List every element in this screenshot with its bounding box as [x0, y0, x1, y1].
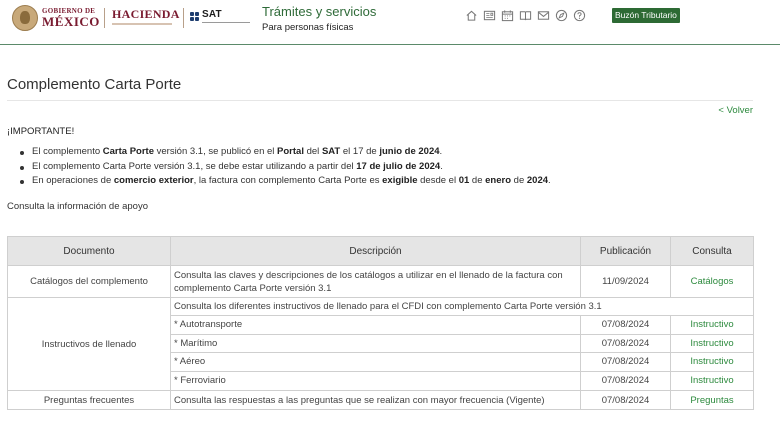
preguntas-link[interactable]: Preguntas [690, 394, 734, 406]
cell-descripcion: Consulta las respuestas a las preguntas que se realizan con mayor frecuencia (Vigente) [171, 391, 581, 409]
bullet-item: En operaciones de comercio exterior, la factura con complemento Carta Porte es exigible desde el 01 de enero de 2024. [20, 175, 551, 190]
instructivo-link[interactable]: Instructivo [690, 319, 734, 331]
logo-divider [104, 8, 105, 28]
cell-publicacion: 07/08/2024 [581, 391, 671, 409]
hacienda-logo[interactable] [112, 8, 180, 25]
table-row [171, 335, 754, 354]
sat-logo[interactable] [190, 10, 250, 23]
catalogos-link[interactable]: Catálogos [690, 276, 734, 287]
gob-logo-line1: GOBIERNO DE [42, 7, 96, 15]
national-emblem-icon [12, 5, 38, 31]
news-icon[interactable] [483, 9, 496, 22]
instructivo-date: 07/08/2024 [581, 335, 671, 353]
instructivo-link[interactable]: Instructivo [690, 375, 734, 387]
bullet-item: El complemento Carta Porte versión 3.1, se publicó en el Portal del SAT el 17 de junio de 2024. [20, 146, 551, 161]
table-row-catalogos [7, 266, 754, 298]
top-icon-bar [465, 9, 591, 22]
support-info-text: Consulta la información de apoyo [7, 201, 149, 212]
table-row-instructivos [7, 298, 754, 391]
site-header [0, 0, 780, 45]
instructivo-date: 07/08/2024 [581, 372, 671, 391]
cell-documento: Instructivos de llenado [7, 298, 171, 390]
help-icon[interactable] [573, 9, 586, 22]
logo-divider [183, 8, 184, 28]
cell-publicacion: 11/09/2024 [581, 266, 671, 297]
mail-icon[interactable] [537, 9, 550, 22]
cell-descripcion: Consulta los diferentes instructivos de llenado para el CFDI con complemento Carta Porte versión 3.1 [171, 298, 754, 315]
sat-logo-text: SAT [202, 9, 222, 20]
table-row [171, 372, 754, 391]
hacienda-logo-text: HACIENDA [112, 7, 180, 21]
column-header-documento: Documento [7, 237, 171, 265]
instructivo-name: * Autotransporte [171, 316, 581, 334]
sat-logo-subline [202, 22, 250, 23]
buzon-tributario-button[interactable]: Buzón Tributario [612, 8, 680, 23]
book-icon[interactable] [519, 9, 532, 22]
cell-documento: Preguntas frecuentes [7, 391, 171, 409]
bullet-item: El complemento Carta Porte versión 3.1, se debe estar utilizando a partir del 17 de julio de 2024. [20, 161, 551, 176]
table-row [171, 316, 754, 335]
cell-descripcion: Consulta las claves y descripciones de los catálogos a utilizar en el llenado de la factura con complemento Carta Porte versión 3.1 [171, 266, 581, 297]
instructivo-link[interactable]: Instructivo [690, 356, 734, 368]
instructivos-description-row [171, 298, 754, 316]
site-subtitle: Para personas físicas [262, 22, 354, 33]
sat-dots-icon [190, 12, 199, 21]
back-link[interactable]: < Volver [718, 105, 753, 116]
home-icon[interactable] [465, 9, 478, 22]
instructivo-name: * Marítimo [171, 335, 581, 353]
table-row-preguntas [7, 391, 754, 410]
column-header-descripcion: Descripción [171, 237, 581, 265]
column-header-consulta: Consulta [671, 237, 754, 265]
instructivo-date: 07/08/2024 [581, 353, 671, 371]
compass-icon[interactable] [555, 9, 568, 22]
instructivo-date: 07/08/2024 [581, 316, 671, 334]
table-row [171, 353, 754, 372]
cell-documento: Catálogos del complemento [7, 266, 171, 297]
table-header-row [7, 236, 754, 266]
instructivo-link[interactable]: Instructivo [690, 337, 734, 349]
site-title[interactable]: Trámites y servicios [262, 4, 377, 19]
gobierno-de-mexico-logo[interactable] [12, 4, 100, 32]
title-divider [7, 100, 753, 101]
calendar-icon[interactable] [501, 9, 514, 22]
important-bullet-list [20, 146, 551, 190]
page-title: Complemento Carta Porte [7, 76, 182, 93]
instructivo-name: * Ferroviario [171, 372, 581, 391]
documents-table [7, 236, 754, 410]
gob-logo-line2: MÉXICO [42, 14, 100, 29]
instructivo-name: * Aéreo [171, 353, 581, 371]
column-header-publicacion: Publicación [581, 237, 671, 265]
important-label: ¡IMPORTANTE! [7, 126, 75, 137]
hacienda-logo-subline [112, 23, 172, 25]
